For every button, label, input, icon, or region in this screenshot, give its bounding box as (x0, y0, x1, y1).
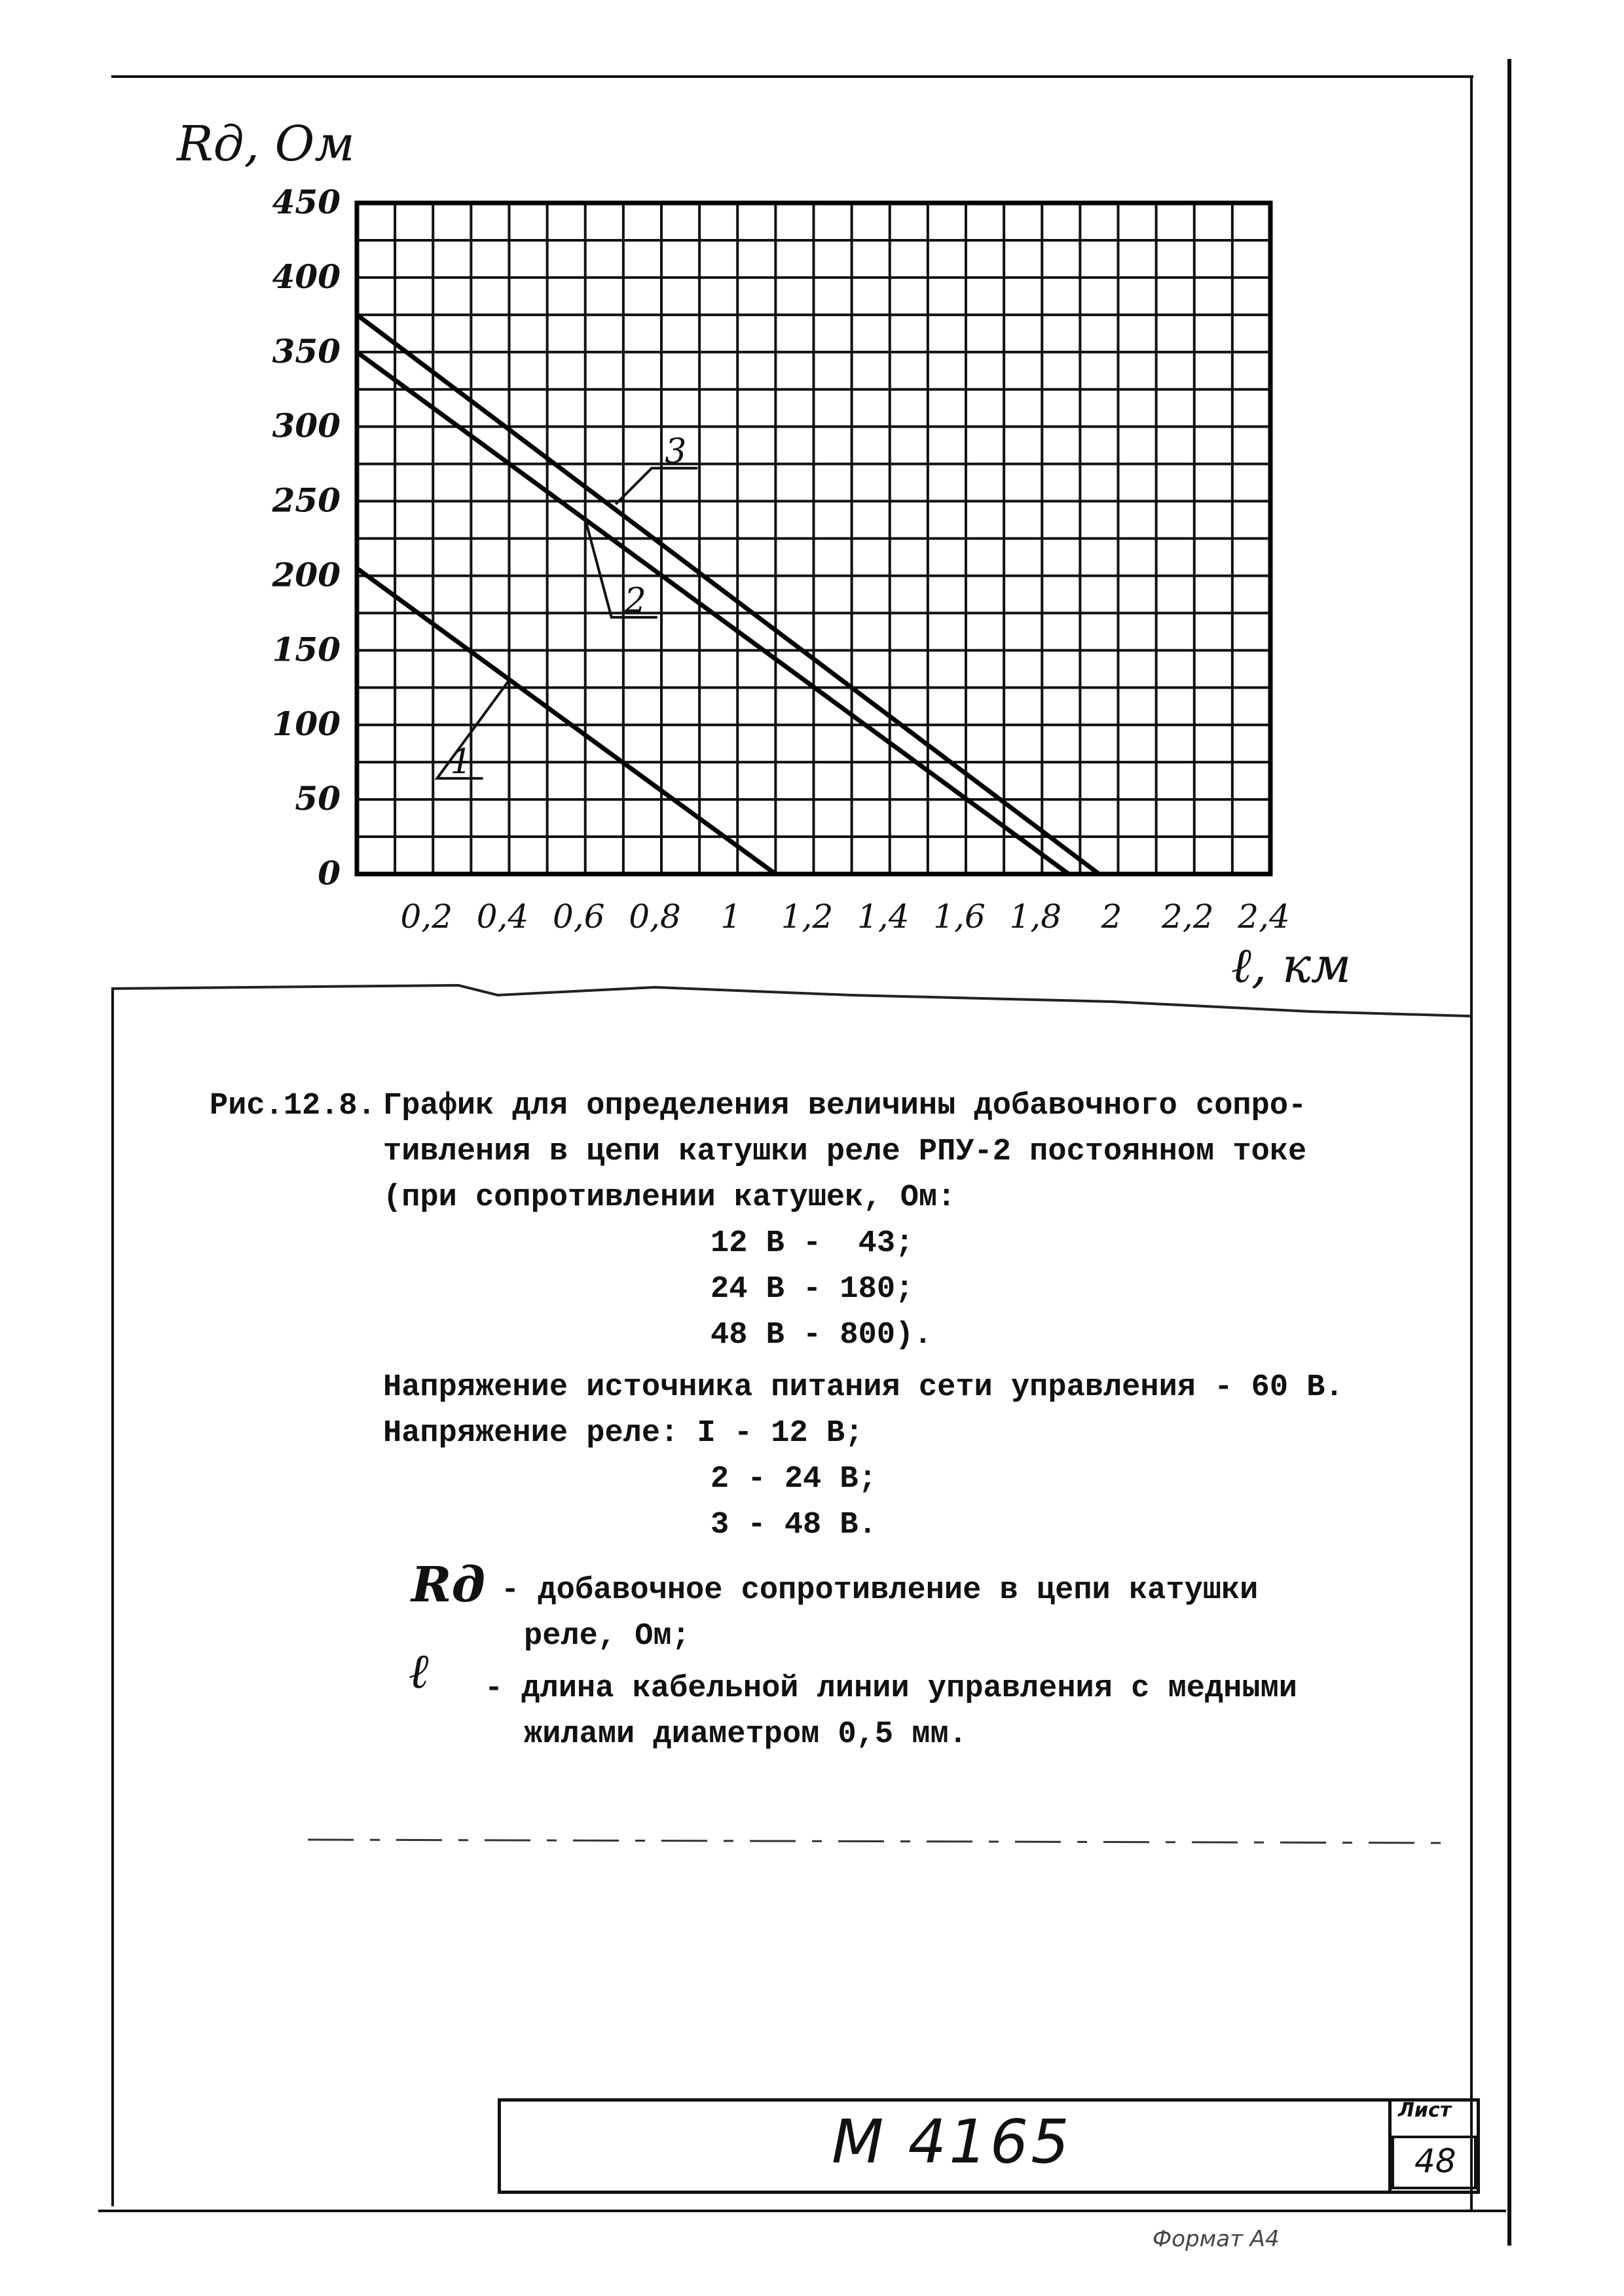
legend-text: - длина кабельной линии управления с медными (485, 1671, 1298, 1706)
caption-line: 3 - 48 В. (710, 1508, 877, 1542)
x-tick-label: 2,2 (1161, 898, 1214, 936)
x-tick-label: 1,2 (781, 898, 834, 936)
x-axis-title: ℓ, км (1231, 938, 1352, 994)
format-label: Формат А4 (1153, 2226, 1280, 2252)
y-tick-label: 250 (272, 481, 341, 520)
x-tick-label: 1,6 (933, 898, 986, 936)
caption-line: (при сопротивлении катушек, Ом: (383, 1180, 956, 1215)
series-label-2: 2 (624, 581, 646, 621)
sheet-label: Лист (1398, 2099, 1452, 2122)
x-tick-label: 0,6 (552, 898, 605, 936)
y-tick-label: 350 (272, 331, 341, 371)
y-tick-label: 50 (295, 779, 341, 818)
caption-line: Напряжение источника питания сети управления - 60 В. (383, 1370, 1344, 1405)
figure-ref: Рис.12.8. (210, 1089, 376, 1123)
caption-line: График для определения величины добавочного сопро- (383, 1089, 1307, 1123)
y-axis-title: Rд, Ом (177, 116, 355, 172)
y-tick-label: 100 (272, 704, 341, 744)
x-tick-label: 2,4 (1238, 898, 1290, 936)
x-tick-label: 1,4 (857, 898, 910, 936)
caption-line: 2 - 24 В; (710, 1462, 877, 1497)
x-tick-label: 0,4 (476, 898, 529, 936)
x-tick-label: 0,8 (629, 898, 681, 936)
y-tick-label: 400 (272, 257, 341, 296)
y-tick-label: 300 (272, 406, 341, 445)
document-code: М 4165 (832, 2107, 1072, 2177)
caption-line: тивления в цепи катушки реле РПУ-2 постоянном токе (383, 1135, 1307, 1169)
bottom-rule (98, 2210, 1506, 2212)
y-tick-label: 150 (272, 630, 341, 669)
y-tick-label: 200 (272, 555, 341, 594)
legend-symbol: ℓ (409, 1643, 430, 1700)
caption-line: 12 В - 43; (710, 1226, 914, 1261)
legend-text: реле, Ом; (524, 1619, 690, 1654)
legend-symbol: Rд (411, 1557, 485, 1613)
y-tick-label: 0 (318, 854, 341, 892)
series-label-3: 3 (665, 432, 687, 472)
caption-line: Напряжение реле: I - 12 В; (383, 1416, 864, 1451)
caption-line: 24 В - 180; (710, 1272, 914, 1307)
x-tick-label: 2 (1101, 898, 1122, 936)
x-tick-label: 0,2 (400, 898, 453, 936)
legend-text: - добавочное сопротивление в цепи катушки (501, 1573, 1259, 1608)
sheet-number: 48 (1414, 2142, 1456, 2180)
legend-text: жилами диаметром 0,5 мм. (524, 1717, 967, 1752)
x-tick-label: 1,8 (1009, 898, 1062, 936)
x-tick-label: 1 (720, 898, 742, 936)
caption-line: 48 В - 800). (710, 1318, 932, 1353)
series-label-1: 1 (450, 742, 472, 782)
y-tick-label: 450 (272, 183, 341, 221)
